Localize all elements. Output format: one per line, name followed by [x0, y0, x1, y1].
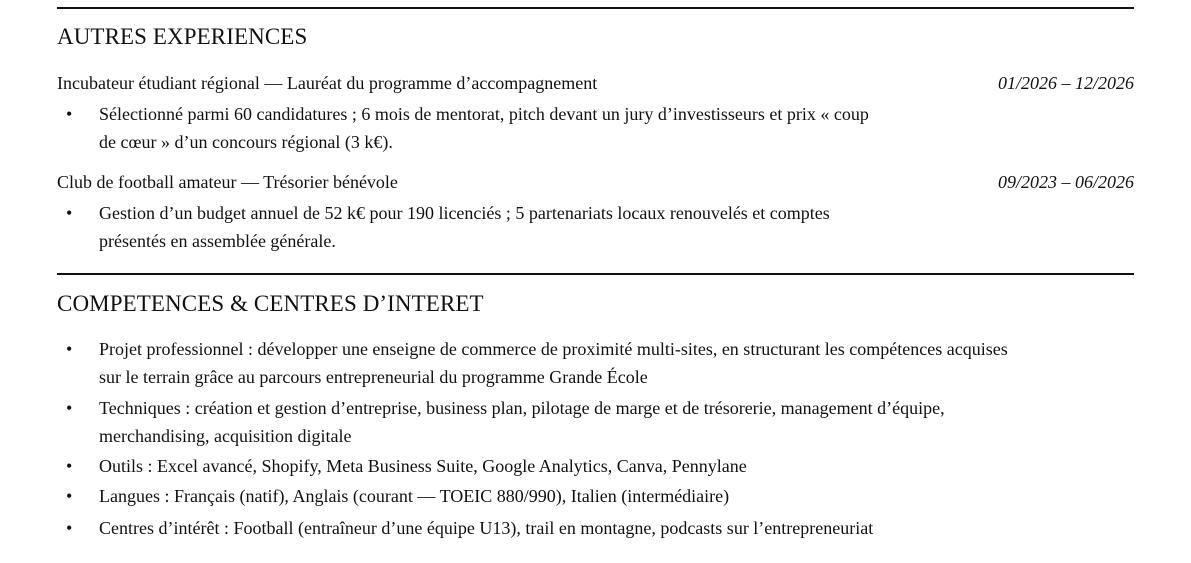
experience-entry-incubateur: [57, 72, 1134, 94]
bullet-dot: •: [66, 398, 73, 418]
bullet-dot: •: [66, 203, 73, 223]
entry-date: 09/2023 – 06/2026: [997, 172, 1134, 192]
entry-date: 01/2026 – 12/2026: [997, 73, 1134, 93]
section-divider-top: [57, 7, 1134, 9]
bullet-dot: •: [66, 104, 73, 124]
bullet-line: Outils : Excel avancé, Shopify, Meta Business Suite, Google Analytics, Canva, Pennylane: [99, 456, 747, 476]
list-item: [57, 100, 1134, 156]
bullet-line: Langues : Français (natif), Anglais (courant — TOEIC 880/990), Italien (intermédiaire): [99, 486, 730, 506]
bullet-dot: •: [66, 518, 73, 538]
bullet-line: Sélectionné parmi 60 candidatures ; 6 mois de mentorat, pitch devant un jury d’investisseurs et prix « coup: [99, 104, 869, 124]
bullet-text: [99, 514, 873, 542]
list-item: [57, 199, 1134, 255]
bullet-line: présentés en assemblée générale.: [99, 231, 336, 251]
list-item: [57, 394, 1134, 450]
bullet-text: [99, 100, 869, 156]
list-item: [57, 514, 1134, 542]
entry-title: Club de football amateur — Trésorier bénévole: [57, 172, 398, 192]
bullet-line: merchandising, acquisition digitale: [99, 426, 352, 446]
bullet-text: [99, 452, 747, 480]
bullet-line: sur le terrain grâce au parcours entrepreneurial du programme Grande École: [99, 367, 648, 387]
section-title-competences: COMPETENCES & CENTRES D’INTERET: [57, 291, 484, 316]
bullet-text: [99, 335, 1139, 391]
bullet-line: Centres d’intérêt : Football (entraîneur d’une équipe U13), trail en montagne, podcasts sur l’entrepreneuriat: [99, 518, 874, 538]
bullet-text: [99, 199, 830, 255]
bullet-line: Gestion d’un budget annuel de 52 k€ pour 190 licenciés ; 5 partenariats locaux renouvelés et comptes: [99, 203, 830, 223]
list-item: [57, 452, 1134, 480]
bullet-text: [99, 482, 729, 510]
experience-entry-football-club: [57, 171, 1134, 193]
bullet-text: [99, 394, 945, 450]
bullet-line: de cœur » d’un concours régional (3 k€).: [99, 132, 393, 152]
bullet-line: Techniques : création et gestion d’entreprise, business plan, pilotage de marge et de trésorerie, management d’équipe,: [99, 398, 945, 418]
section-divider-middle: [57, 273, 1134, 275]
entry-title: Incubateur étudiant régional — Lauréat du programme d’accompagnement: [57, 73, 598, 93]
bullet-dot: •: [66, 339, 73, 359]
bullet-dot: •: [66, 456, 73, 476]
list-item: [57, 335, 1134, 391]
list-item: [57, 482, 1134, 510]
section-title-autres-experiences: AUTRES EXPERIENCES: [57, 24, 308, 49]
bullet-dot: •: [66, 486, 73, 506]
bullet-line: Projet professionnel : développer une enseigne de commerce de proximité multi-sites, en structurant les compétences acquises: [99, 339, 1008, 359]
